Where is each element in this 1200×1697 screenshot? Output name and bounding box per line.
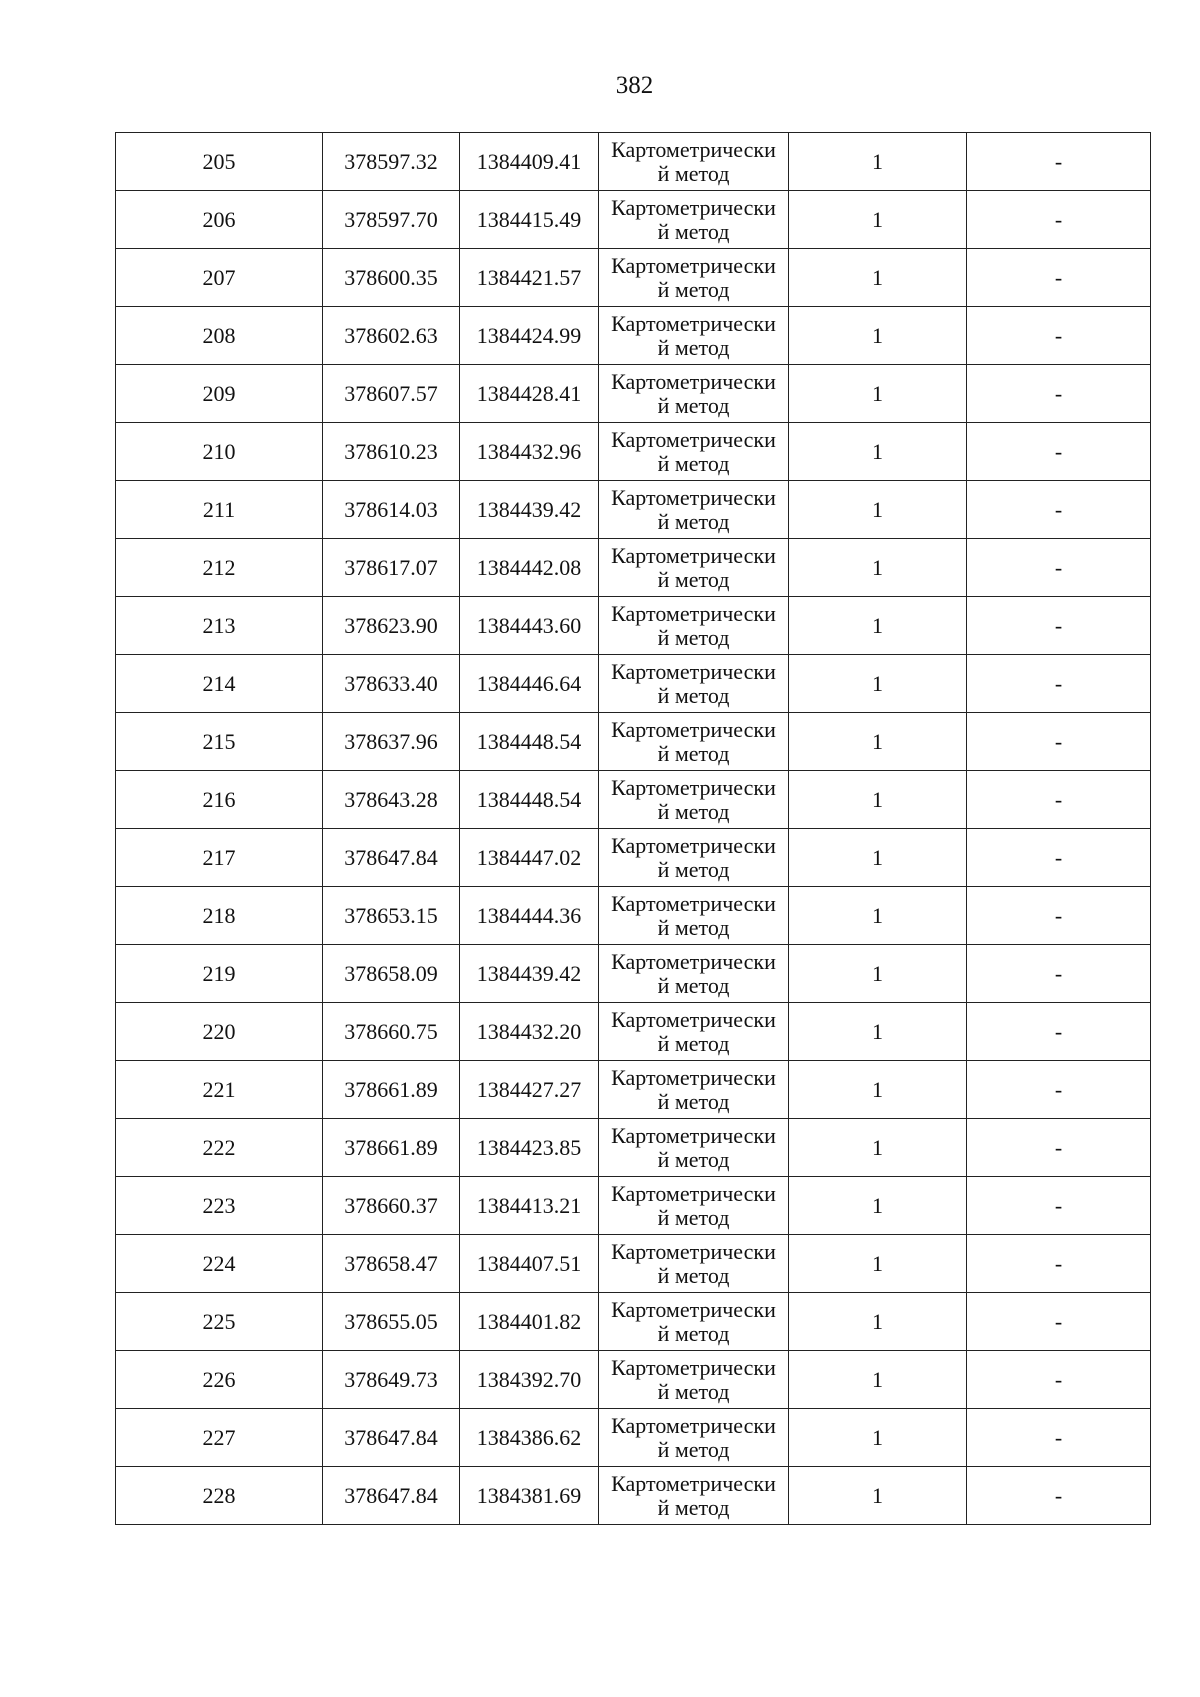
point-number-cell: 212 xyxy=(116,539,323,597)
precision-cell: 1 xyxy=(789,1003,967,1061)
note-cell: - xyxy=(967,481,1151,539)
y-coordinate-cell: 1384386.62 xyxy=(460,1409,599,1467)
y-coordinate-cell: 1384432.96 xyxy=(460,423,599,481)
point-number-cell: 216 xyxy=(116,771,323,829)
method-cell xyxy=(599,1119,789,1177)
method-line-2: й метод xyxy=(657,508,730,534)
table-row xyxy=(116,1293,1151,1351)
precision-cell: 1 xyxy=(789,945,967,1003)
y-coordinate-cell: 1384401.82 xyxy=(460,1293,599,1351)
method-line-1: Картометрически xyxy=(611,368,776,394)
method-line-1: Картометрически xyxy=(611,1122,776,1148)
precision-cell: 1 xyxy=(789,1467,967,1525)
method-line-2: й метод xyxy=(657,972,730,998)
note-cell: - xyxy=(967,1293,1151,1351)
x-coordinate-cell: 378610.23 xyxy=(323,423,460,481)
y-coordinate-cell: 1384439.42 xyxy=(460,945,599,1003)
table-row xyxy=(116,945,1151,1003)
table-row xyxy=(116,713,1151,771)
y-coordinate-cell: 1384421.57 xyxy=(460,249,599,307)
x-coordinate-cell: 378660.37 xyxy=(323,1177,460,1235)
x-coordinate-cell: 378647.84 xyxy=(323,1409,460,1467)
method-line-2: й метод xyxy=(657,1146,730,1172)
precision-cell: 1 xyxy=(789,887,967,945)
precision-cell: 1 xyxy=(789,307,967,365)
x-coordinate-cell: 378597.70 xyxy=(323,191,460,249)
table-row xyxy=(116,307,1151,365)
precision-cell: 1 xyxy=(789,423,967,481)
precision-cell: 1 xyxy=(789,713,967,771)
point-number-cell: 219 xyxy=(116,945,323,1003)
table-row xyxy=(116,1467,1151,1525)
method-line-2: й метод xyxy=(657,798,730,824)
table-row xyxy=(116,191,1151,249)
method-line-2: й метод xyxy=(657,624,730,650)
note-cell: - xyxy=(967,945,1151,1003)
method-line-2: й метод xyxy=(657,1088,730,1114)
precision-cell: 1 xyxy=(789,1119,967,1177)
precision-cell: 1 xyxy=(789,365,967,423)
precision-cell: 1 xyxy=(789,655,967,713)
y-coordinate-cell: 1384413.21 xyxy=(460,1177,599,1235)
x-coordinate-cell: 378661.89 xyxy=(323,1119,460,1177)
method-line-2: й метод xyxy=(657,1378,730,1404)
method-line-1: Картометрически xyxy=(611,136,776,162)
method-line-2: й метод xyxy=(657,740,730,766)
method-cell xyxy=(599,307,789,365)
precision-cell: 1 xyxy=(789,1409,967,1467)
point-number-cell: 225 xyxy=(116,1293,323,1351)
method-line-2: й метод xyxy=(657,160,730,186)
point-number-cell: 214 xyxy=(116,655,323,713)
precision-cell: 1 xyxy=(789,1293,967,1351)
method-line-2: й метод xyxy=(657,914,730,940)
method-cell xyxy=(599,191,789,249)
table-row xyxy=(116,1061,1151,1119)
point-number-cell: 213 xyxy=(116,597,323,655)
note-cell: - xyxy=(967,829,1151,887)
method-cell xyxy=(599,1467,789,1525)
method-cell xyxy=(599,481,789,539)
method-line-1: Картометрически xyxy=(611,484,776,510)
x-coordinate-cell: 378643.28 xyxy=(323,771,460,829)
precision-cell: 1 xyxy=(789,829,967,887)
method-line-1: Картометрически xyxy=(611,1354,776,1380)
point-number-cell: 206 xyxy=(116,191,323,249)
method-line-1: Картометрически xyxy=(611,948,776,974)
note-cell: - xyxy=(967,133,1151,191)
y-coordinate-cell: 1384428.41 xyxy=(460,365,599,423)
point-number-cell: 222 xyxy=(116,1119,323,1177)
x-coordinate-cell: 378658.47 xyxy=(323,1235,460,1293)
point-number-cell: 209 xyxy=(116,365,323,423)
y-coordinate-cell: 1384448.54 xyxy=(460,713,599,771)
table-row xyxy=(116,1351,1151,1409)
note-cell: - xyxy=(967,423,1151,481)
x-coordinate-cell: 378661.89 xyxy=(323,1061,460,1119)
precision-cell: 1 xyxy=(789,1235,967,1293)
point-number-cell: 227 xyxy=(116,1409,323,1467)
method-line-1: Картометрически xyxy=(611,1412,776,1438)
y-coordinate-cell: 1384427.27 xyxy=(460,1061,599,1119)
method-line-1: Картометрически xyxy=(611,1238,776,1264)
method-cell xyxy=(599,1409,789,1467)
method-line-1: Картометрически xyxy=(611,542,776,568)
method-line-2: й метод xyxy=(657,856,730,882)
point-number-cell: 217 xyxy=(116,829,323,887)
note-cell: - xyxy=(967,365,1151,423)
note-cell: - xyxy=(967,1467,1151,1525)
x-coordinate-cell: 378617.07 xyxy=(323,539,460,597)
method-line-2: й метод xyxy=(657,1262,730,1288)
method-line-1: Картометрически xyxy=(611,890,776,916)
method-line-1: Картометрически xyxy=(611,1296,776,1322)
note-cell: - xyxy=(967,1003,1151,1061)
method-line-2: й метод xyxy=(657,392,730,418)
y-coordinate-cell: 1384432.20 xyxy=(460,1003,599,1061)
table-row xyxy=(116,249,1151,307)
y-coordinate-cell: 1384423.85 xyxy=(460,1119,599,1177)
y-coordinate-cell: 1384381.69 xyxy=(460,1467,599,1525)
method-cell xyxy=(599,249,789,307)
precision-cell: 1 xyxy=(789,1061,967,1119)
x-coordinate-cell: 378600.35 xyxy=(323,249,460,307)
y-coordinate-cell: 1384443.60 xyxy=(460,597,599,655)
point-number-cell: 211 xyxy=(116,481,323,539)
table-row xyxy=(116,771,1151,829)
x-coordinate-cell: 378623.90 xyxy=(323,597,460,655)
point-number-cell: 226 xyxy=(116,1351,323,1409)
y-coordinate-cell: 1384439.42 xyxy=(460,481,599,539)
precision-cell: 1 xyxy=(789,249,967,307)
note-cell: - xyxy=(967,1177,1151,1235)
point-number-cell: 221 xyxy=(116,1061,323,1119)
coordinates-table xyxy=(115,132,1151,1525)
method-cell xyxy=(599,655,789,713)
table-row xyxy=(116,1003,1151,1061)
method-cell xyxy=(599,887,789,945)
precision-cell: 1 xyxy=(789,597,967,655)
method-line-1: Картометрически xyxy=(611,600,776,626)
precision-cell: 1 xyxy=(789,771,967,829)
y-coordinate-cell: 1384446.64 xyxy=(460,655,599,713)
method-line-2: й метод xyxy=(657,218,730,244)
method-line-2: й метод xyxy=(657,1204,730,1230)
method-cell xyxy=(599,1177,789,1235)
precision-cell: 1 xyxy=(789,191,967,249)
y-coordinate-cell: 1384447.02 xyxy=(460,829,599,887)
note-cell: - xyxy=(967,1351,1151,1409)
method-line-1: Картометрически xyxy=(611,1180,776,1206)
note-cell: - xyxy=(967,1061,1151,1119)
precision-cell: 1 xyxy=(789,1177,967,1235)
note-cell: - xyxy=(967,191,1151,249)
method-line-1: Картометрически xyxy=(611,252,776,278)
y-coordinate-cell: 1384392.70 xyxy=(460,1351,599,1409)
x-coordinate-cell: 378653.15 xyxy=(323,887,460,945)
method-line-2: й метод xyxy=(657,1320,730,1346)
table-row xyxy=(116,423,1151,481)
method-cell xyxy=(599,133,789,191)
point-number-cell: 208 xyxy=(116,307,323,365)
table-row xyxy=(116,365,1151,423)
method-line-2: й метод xyxy=(657,334,730,360)
table-row xyxy=(116,1119,1151,1177)
x-coordinate-cell: 378602.63 xyxy=(323,307,460,365)
method-line-1: Картометрически xyxy=(611,716,776,742)
method-cell xyxy=(599,713,789,771)
method-line-1: Картометрически xyxy=(611,310,776,336)
table-row xyxy=(116,1235,1151,1293)
method-cell xyxy=(599,1003,789,1061)
note-cell: - xyxy=(967,539,1151,597)
table-row xyxy=(116,655,1151,713)
note-cell: - xyxy=(967,655,1151,713)
method-line-2: й метод xyxy=(657,1494,730,1520)
method-cell xyxy=(599,423,789,481)
method-cell xyxy=(599,829,789,887)
y-coordinate-cell: 1384442.08 xyxy=(460,539,599,597)
method-line-2: й метод xyxy=(657,1030,730,1056)
method-line-1: Картометрически xyxy=(611,194,776,220)
method-cell xyxy=(599,945,789,1003)
x-coordinate-cell: 378637.96 xyxy=(323,713,460,771)
x-coordinate-cell: 378660.75 xyxy=(323,1003,460,1061)
table-row xyxy=(116,133,1151,191)
table-row xyxy=(116,887,1151,945)
y-coordinate-cell: 1384415.49 xyxy=(460,191,599,249)
point-number-cell: 223 xyxy=(116,1177,323,1235)
table-row xyxy=(116,597,1151,655)
x-coordinate-cell: 378658.09 xyxy=(323,945,460,1003)
note-cell: - xyxy=(967,713,1151,771)
table-row xyxy=(116,1409,1151,1467)
x-coordinate-cell: 378633.40 xyxy=(323,655,460,713)
method-line-1: Картометрически xyxy=(611,832,776,858)
point-number-cell: 218 xyxy=(116,887,323,945)
x-coordinate-cell: 378649.73 xyxy=(323,1351,460,1409)
y-coordinate-cell: 1384409.41 xyxy=(460,133,599,191)
method-line-2: й метод xyxy=(657,682,730,708)
point-number-cell: 228 xyxy=(116,1467,323,1525)
note-cell: - xyxy=(967,771,1151,829)
y-coordinate-cell: 1384424.99 xyxy=(460,307,599,365)
point-number-cell: 207 xyxy=(116,249,323,307)
note-cell: - xyxy=(967,307,1151,365)
method-cell xyxy=(599,1235,789,1293)
method-cell xyxy=(599,539,789,597)
table-row xyxy=(116,1177,1151,1235)
point-number-cell: 220 xyxy=(116,1003,323,1061)
method-line-2: й метод xyxy=(657,566,730,592)
method-cell xyxy=(599,771,789,829)
method-cell xyxy=(599,597,789,655)
y-coordinate-cell: 1384407.51 xyxy=(460,1235,599,1293)
x-coordinate-cell: 378647.84 xyxy=(323,829,460,887)
method-line-2: й метод xyxy=(657,450,730,476)
precision-cell: 1 xyxy=(789,481,967,539)
method-line-2: й метод xyxy=(657,276,730,302)
method-cell xyxy=(599,1061,789,1119)
point-number-cell: 215 xyxy=(116,713,323,771)
note-cell: - xyxy=(967,597,1151,655)
precision-cell: 1 xyxy=(789,539,967,597)
table-body xyxy=(116,133,1151,1525)
method-line-1: Картометрически xyxy=(611,774,776,800)
note-cell: - xyxy=(967,249,1151,307)
point-number-cell: 210 xyxy=(116,423,323,481)
x-coordinate-cell: 378597.32 xyxy=(323,133,460,191)
method-cell xyxy=(599,365,789,423)
y-coordinate-cell: 1384448.54 xyxy=(460,771,599,829)
method-line-2: й метод xyxy=(657,1436,730,1462)
precision-cell: 1 xyxy=(789,1351,967,1409)
method-cell xyxy=(599,1293,789,1351)
method-line-1: Картометрически xyxy=(611,426,776,452)
point-number-cell: 224 xyxy=(116,1235,323,1293)
note-cell: - xyxy=(967,1409,1151,1467)
table-row xyxy=(116,539,1151,597)
x-coordinate-cell: 378647.84 xyxy=(323,1467,460,1525)
x-coordinate-cell: 378614.03 xyxy=(323,481,460,539)
point-number-cell: 205 xyxy=(116,133,323,191)
method-line-1: Картометрически xyxy=(611,1470,776,1496)
method-line-1: Картометрически xyxy=(611,1006,776,1032)
method-line-1: Картометрически xyxy=(611,1064,776,1090)
x-coordinate-cell: 378655.05 xyxy=(323,1293,460,1351)
precision-cell: 1 xyxy=(789,133,967,191)
page-number: 382 xyxy=(615,72,654,99)
table-row xyxy=(116,829,1151,887)
method-cell xyxy=(599,1351,789,1409)
note-cell: - xyxy=(967,887,1151,945)
y-coordinate-cell: 1384444.36 xyxy=(460,887,599,945)
note-cell: - xyxy=(967,1119,1151,1177)
table-row xyxy=(116,481,1151,539)
method-line-1: Картометрически xyxy=(611,658,776,684)
note-cell: - xyxy=(967,1235,1151,1293)
x-coordinate-cell: 378607.57 xyxy=(323,365,460,423)
